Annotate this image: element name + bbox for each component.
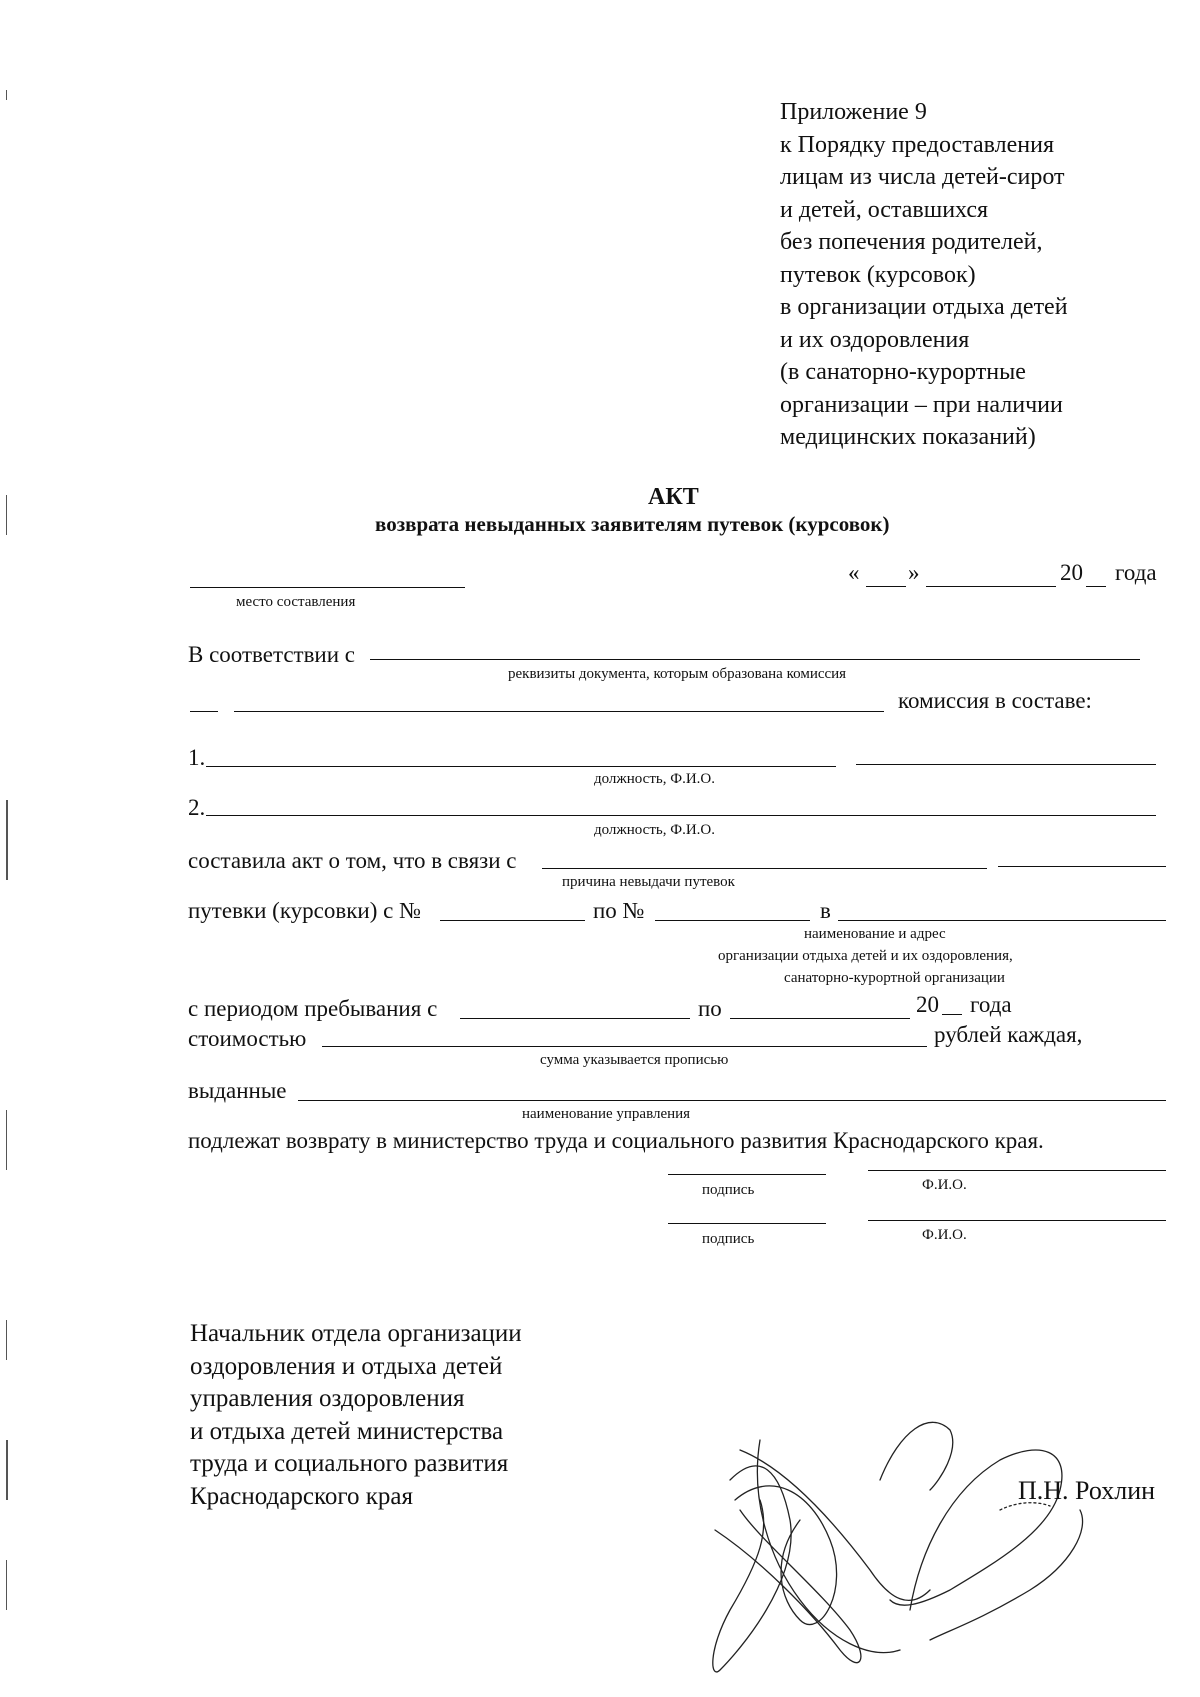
department-caption: наименование управления <box>522 1106 691 1122</box>
appendix-line: Приложение 9 <box>780 99 927 125</box>
vouchers-from-label: путевки (курсовки) с № <box>188 898 422 923</box>
document-subtitle: возврата невыданных заявителям путевок (курсовок) <box>375 512 890 536</box>
scan-margin-mark <box>6 800 8 880</box>
scan-margin-mark <box>6 1440 8 1500</box>
requisites-field[interactable] <box>370 659 1140 660</box>
date-month-field[interactable] <box>926 586 1056 587</box>
member-caption: должность, Ф.И.О. <box>594 771 716 787</box>
requisites-caption: реквизиты документа, которым образована комиссия <box>508 666 847 682</box>
member-number: 2. <box>188 795 206 820</box>
period-year-field[interactable] <box>942 1014 962 1015</box>
period-to-label: по <box>698 996 722 1021</box>
date-year-suffix: года <box>1115 560 1157 585</box>
member1-field[interactable] <box>206 766 836 767</box>
date-close-quote: » <box>908 560 920 585</box>
scan-margin-mark <box>6 1320 7 1360</box>
cost-suffix: рублей каждая, <box>934 1022 1083 1047</box>
chief-position-line: управления оздоровления <box>190 1385 465 1412</box>
reason-field-continued[interactable] <box>998 866 1166 867</box>
appendix-line: к Порядку предоставления <box>780 131 1055 158</box>
appendix-line: путевок (курсовок) <box>780 261 976 288</box>
period-to-field[interactable] <box>730 1018 910 1019</box>
vouchers-to-label: по № <box>593 898 645 923</box>
appendix-line: (в санаторно-курортные <box>780 359 1026 385</box>
document-title: АКТ <box>648 484 699 510</box>
place-caption: место составления <box>236 594 356 610</box>
appendix-block <box>780 96 1068 454</box>
reason-caption: причина невыдачи путевок <box>562 874 735 890</box>
scan-margin-mark <box>6 90 7 100</box>
date-day-field[interactable] <box>866 586 906 587</box>
signature-caption: подпись <box>702 1182 755 1198</box>
member-number: 1. <box>188 745 206 770</box>
name-caption: Ф.И.О. <box>922 1227 967 1243</box>
chief-position-line: и отдыха детей министерства <box>190 1417 504 1445</box>
amount-caption: сумма указывается прописью <box>540 1052 729 1068</box>
voucher-from-number-field[interactable] <box>440 920 585 921</box>
appendix-line: и их оздоровления <box>780 326 970 353</box>
chief-position-line: Начальник отдела организации <box>190 1320 522 1347</box>
chief-position-line: оздоровления и отдыха детей <box>190 1352 503 1380</box>
period-from-label: с периодом пребывания с <box>188 996 438 1021</box>
vouchers-in-label: в <box>820 898 831 923</box>
name-field[interactable] <box>868 1170 1166 1171</box>
period-from-field[interactable] <box>460 1018 690 1019</box>
accordance-label: В соответствии с <box>188 642 356 667</box>
compiled-label: составила акт о том, что в связи с <box>188 848 517 873</box>
requisites-field-continued[interactable] <box>234 711 884 712</box>
commission-label: комиссия в составе: <box>898 688 1092 713</box>
appendix-line: в организации отдыха детей <box>780 294 1068 320</box>
chief-position-line: Краснодарского края <box>190 1482 413 1510</box>
member-caption: должность, Ф.И.О. <box>594 822 716 838</box>
handwritten-signature <box>700 1410 1140 1690</box>
period-year-prefix: 20 <box>916 992 939 1017</box>
organization-caption-line: наименование и адрес <box>804 926 946 942</box>
period-year-suffix: года <box>970 992 1012 1017</box>
name-field[interactable] <box>868 1220 1166 1221</box>
cost-field[interactable] <box>322 1046 927 1047</box>
signature-caption: подпись <box>702 1231 755 1247</box>
appendix-line: и детей, оставшихся <box>780 196 989 223</box>
date-open-quote: « <box>848 560 860 585</box>
place-field[interactable] <box>190 587 465 588</box>
signer-name: П.Н. Рохлин <box>1018 1476 1156 1505</box>
date-year-field[interactable] <box>1086 586 1106 587</box>
reason-field[interactable] <box>542 868 987 869</box>
scan-margin-mark <box>6 1560 7 1610</box>
signature-field[interactable] <box>668 1174 826 1175</box>
department-field[interactable] <box>298 1100 1166 1101</box>
voucher-to-number-field[interactable] <box>655 920 810 921</box>
chief-position-block <box>190 1318 522 1513</box>
appendix-line: без попечения родителей, <box>780 229 1043 255</box>
organization-caption-line: санаторно-курортной организации <box>784 970 1005 986</box>
scan-margin-mark <box>6 1110 7 1170</box>
name-caption: Ф.И.О. <box>922 1177 967 1193</box>
requisites-field-continued[interactable] <box>190 711 218 712</box>
chief-position-line: труда и социального развития <box>190 1450 509 1477</box>
scan-margin-mark <box>6 495 7 535</box>
return-statement: подлежат возврату в министерство труда и социального развития Краснодарского края. <box>188 1128 1044 1153</box>
member1-field-continued[interactable] <box>856 764 1156 765</box>
signature-field[interactable] <box>668 1223 826 1224</box>
organization-caption-line: организации отдыха детей и их оздоровления, <box>718 948 1013 964</box>
appendix-line: медицинских показаний) <box>780 424 1036 450</box>
date-year-prefix: 20 <box>1060 560 1083 585</box>
organization-field[interactable] <box>838 920 1166 921</box>
issued-label: выданные <box>188 1078 287 1103</box>
appendix-line: лицам из числа детей-сирот <box>780 164 1065 190</box>
cost-label: стоимостью <box>188 1026 307 1051</box>
member2-field[interactable] <box>206 815 1156 816</box>
appendix-line: организации – при наличии <box>780 391 1063 418</box>
